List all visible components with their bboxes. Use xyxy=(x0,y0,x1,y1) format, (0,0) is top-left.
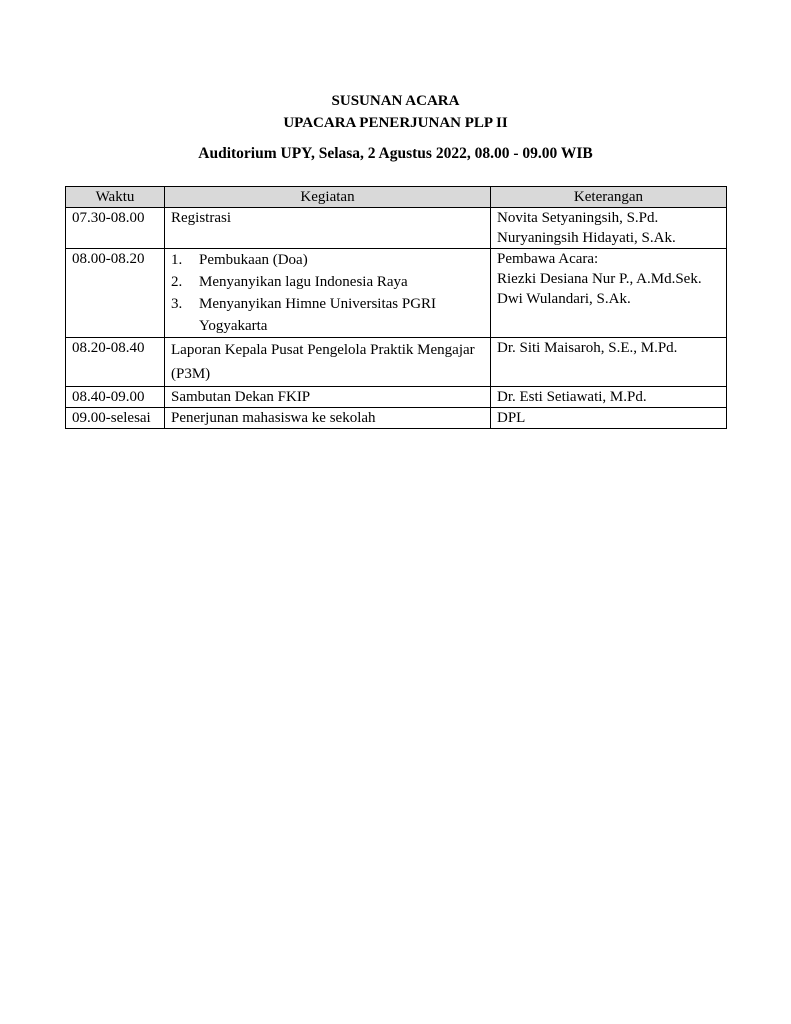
event-venue-date: Auditorium UPY, Selasa, 2 Agustus 2022, 08.00 - 09.00 WIB xyxy=(198,145,593,162)
table-row xyxy=(66,249,727,338)
note-line: DPL xyxy=(497,410,526,426)
list-item xyxy=(171,249,484,271)
table-row xyxy=(66,338,727,387)
column-header-keterangan: Keterangan xyxy=(491,187,727,208)
notes-cell xyxy=(491,387,727,408)
note-line: Dr. Esti Setiawati, M.Pd. xyxy=(497,389,647,405)
note-line: Dr. Siti Maisaroh, S.E., M.Pd. xyxy=(497,340,678,356)
list-number: 1. xyxy=(171,252,183,268)
activity-cell xyxy=(165,249,491,338)
notes-cell xyxy=(491,208,727,249)
list-number: 2. xyxy=(171,274,183,290)
list-item xyxy=(171,271,484,293)
time-cell: 09.00-selesai xyxy=(66,408,165,429)
list-item-text: Menyanyikan Himne Universitas PGRI Yogyakarta xyxy=(199,296,437,334)
list-item-text: Menyanyikan lagu Indonesia Raya xyxy=(199,274,408,290)
note-line: Novita Setyaningsih, S.Pd. xyxy=(497,210,659,226)
notes-cell xyxy=(491,249,727,338)
note-line: Pembawa Acara: xyxy=(497,251,599,267)
column-header-waktu: Waktu xyxy=(66,187,165,208)
activity-cell: Penerjunan mahasiswa ke sekolah xyxy=(165,408,491,429)
time-cell: 08.00-08.20 xyxy=(66,249,165,338)
event-title: UPACARA PENERJUNAN PLP II xyxy=(283,115,508,131)
notes-cell xyxy=(491,338,727,387)
activity-cell: Laporan Kepala Pusat Pengelola Praktik Mengajar (P3M) xyxy=(165,338,491,387)
list-item xyxy=(171,293,484,337)
activity-cell: Sambutan Dekan FKIP xyxy=(165,387,491,408)
time-cell: 08.20-08.40 xyxy=(66,338,165,387)
note-line: Dwi Wulandari, S.Ak. xyxy=(497,291,631,307)
note-line: Riezki Desiana Nur P., A.Md.Sek. xyxy=(497,271,702,287)
table-row xyxy=(66,408,727,429)
table-header-row xyxy=(66,187,727,208)
table-row xyxy=(66,208,727,249)
document-title: SUSUNAN ACARA xyxy=(331,93,460,109)
note-line: Nuryaningsih Hidayati, S.Ak. xyxy=(497,230,676,246)
agenda-table xyxy=(65,186,727,429)
table-row xyxy=(66,387,727,408)
time-cell: 08.40-09.00 xyxy=(66,387,165,408)
time-cell: 07.30-08.00 xyxy=(66,208,165,249)
activity-list xyxy=(171,249,484,337)
activity-cell: Registrasi xyxy=(165,208,491,249)
list-number: 3. xyxy=(171,296,183,312)
list-item-text: Pembukaan (Doa) xyxy=(199,252,308,268)
notes-cell xyxy=(491,408,727,429)
column-header-kegiatan: Kegiatan xyxy=(165,187,491,208)
